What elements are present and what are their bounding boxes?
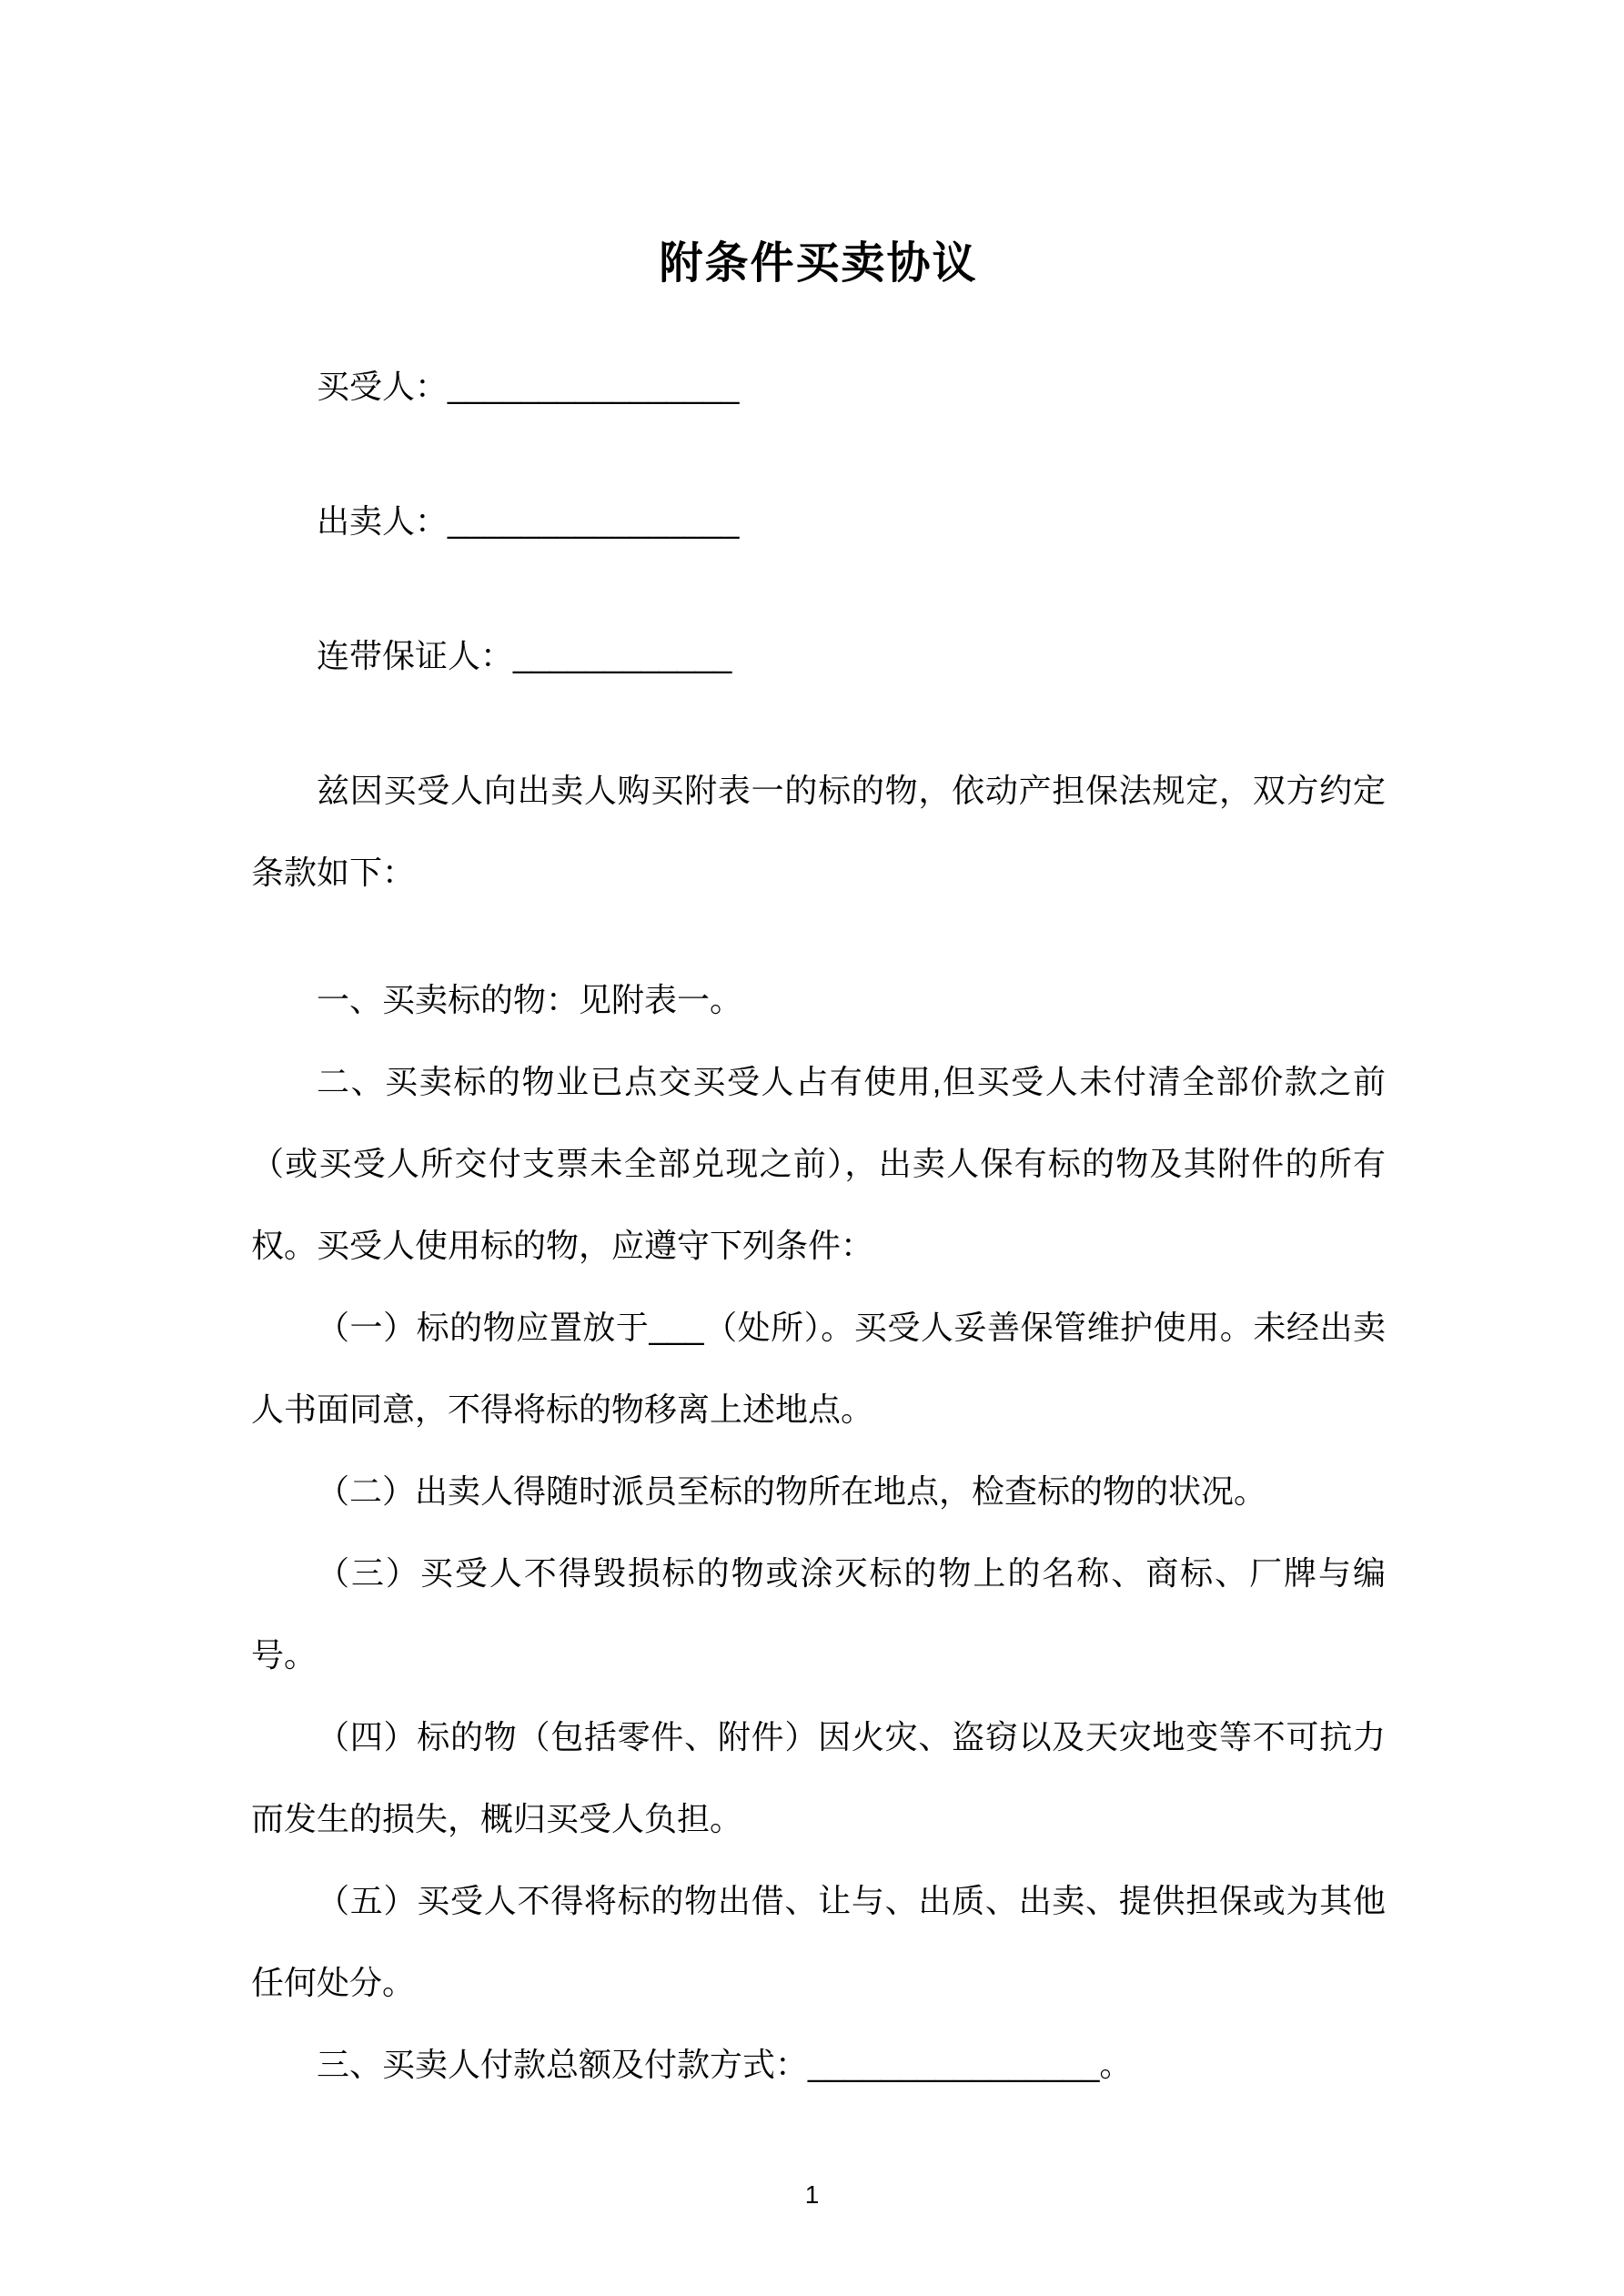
buyer-label: 买受人： xyxy=(317,368,449,405)
clause-2-item-3: （三）买受人不得毁损标的物或涂灭标的物上的名称、商标、厂牌与编号。 xyxy=(251,1554,1386,1674)
clause-3: 三、买卖人付款总额及付款方式：________________。 xyxy=(317,2046,1133,2083)
seller-blank-line: ________________ xyxy=(448,502,740,540)
page-number: 1 xyxy=(804,2180,820,2209)
intro-paragraph: 兹因买受人向出卖人购买附表一的标的物，依动产担保法规定，双方约定条款如下： xyxy=(251,772,1386,891)
party-row-buyer xyxy=(251,346,1386,428)
clause-2-item-1: （一）标的物应置放于___（处所）。买受人妥善保管维护使用。未经出卖人书面同意，不得将标的物移离上述地点。 xyxy=(251,1309,1386,1428)
clause-1: 一、买卖标的物：见附表一。 xyxy=(317,981,743,1018)
clause-2-item-5: （五）买受人不得将标的物出借、让与、出质、出卖、提供担保或为其他任何处分。 xyxy=(251,1882,1386,2001)
clause-2-item-4: （四）标的物（包括零件、附件）因火灾、盗窃以及天灾地变等不可抗力而发生的损失，概归买受人负担。 xyxy=(251,1718,1386,1837)
party-row-guarantor xyxy=(251,615,1386,697)
clause-2-item-2: （二）出卖人得随时派员至标的物所在地点，检查标的物的状况。 xyxy=(317,1472,1267,1510)
seller-label: 出卖人： xyxy=(317,502,449,540)
party-row-seller xyxy=(251,480,1386,562)
guarantor-blank-line: ____________ xyxy=(513,637,732,674)
document-title: 附条件买卖协议 xyxy=(659,239,978,288)
guarantor-label: 连带保证人： xyxy=(317,637,514,674)
buyer-blank-line: ________________ xyxy=(448,368,740,405)
clause-2: 二、买卖标的物业已点交买受人占有使用,但买受人未付清全部价款之前（或买受人所交付支票未全部兑现之前），出卖人保有标的物及其附件的所有权。买受人使用标的物，应遵守下列条件： xyxy=(251,1063,1386,1264)
